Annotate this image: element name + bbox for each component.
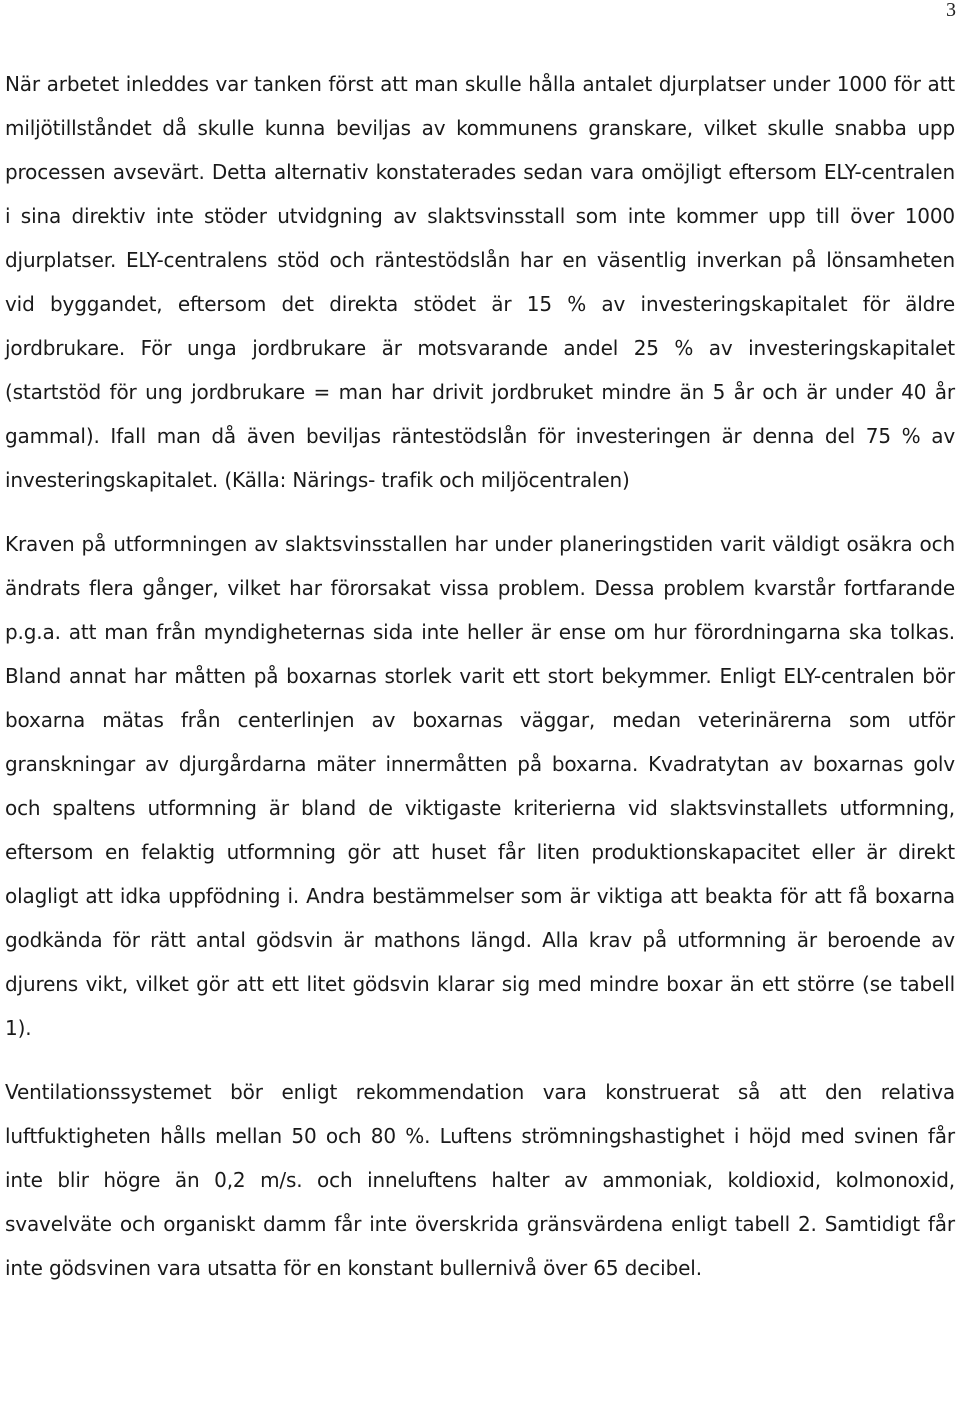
paragraph-spacer	[5, 1050, 955, 1070]
paragraph-spacer	[5, 502, 955, 522]
paragraph-krav-utformning: Kraven på utformningen av slaktsvinsstallen har under planeringstiden varit väldigt osäkra och ändrats flera gånger, vilket har förorsakat vissa problem. Dessa problem kvarstår fortfarande p.g.a. att man från myndigheternas sida inte heller är ense om hur förordningarna ska tolkas. Bland annat har måtten på boxarnas storlek varit ett stort bekymmer. Enligt ELY-centralen bör boxarna mätas från centerlinjen av boxarnas väggar, medan veterinärerna som utför granskningar av djurgårdarna mäter innermåtten på boxarna. Kvadratytan av boxarnas golv och spaltens utformning är bland de viktigaste kriterierna vid slaktsvinstallets utformning, eftersom en felaktig utformning gör att huset får liten produktionskapacitet eller är direkt olagligt att idka uppfödning i. Andra bestämmelser som är viktiga att beakta för att få boxarna godkända för rätt antal gödsvin är mathons längd. Alla krav på utformning är beroende av djurens vikt, vilket gör att ett litet gödsvin klarar sig med mindre boxar än ett större (se tabell 1).	[5, 532, 955, 1040]
page-number: 3	[946, 0, 956, 21]
paragraph-ventilation: Ventilationssystemet bör enligt rekommendation vara konstruerat så att den relativa luftfuktigheten hålls mellan 50 och 80 %. Luftens strömningshastighet i höjd med svinen får inte blir högre än 0,2 m/s. och inneluftens halter av ammoniak, koldioxid, kolmonoxid, svavelväte och organiskt damm får inte överskrida gränsvärdena enligt tabell 2. Samtidigt får inte gödsvinen vara utsatta för en konstant bullernivå över 65 decibel.	[5, 1080, 955, 1280]
document-body	[5, 62, 955, 1290]
paragraph-stod-djurplatser: När arbetet inleddes var tanken först att man skulle hålla antalet djurplatser under 1000 för att miljötillståndet då skulle kunna beviljas av kommunens granskare, vilket skulle snabba upp processen avsevärt. Detta alternativ konstaterades sedan vara omöjligt eftersom ELY-centralen i sina direktiv inte stöder utvidgning av slaktsvinsstall som inte kommer upp till över 1000 djurplatser. ELY-centralens stöd och räntestödslån har en väsentlig inverkan på lönsamheten vid byggandet, eftersom det direkta stödet är 15 % av investeringskapitalet för äldre jordbrukare. För unga jordbrukare är motsvarande andel 25 % av investeringskapitalet (startstöd för ung jordbrukare = man har drivit jordbruket mindre än 5 år och är under 40 år gammal). Ifall man då även beviljas räntestödslån för investeringen är denna del 75 % av investeringskapitalet. (Källa: Närings- trafik och miljöcentralen)	[5, 72, 955, 492]
